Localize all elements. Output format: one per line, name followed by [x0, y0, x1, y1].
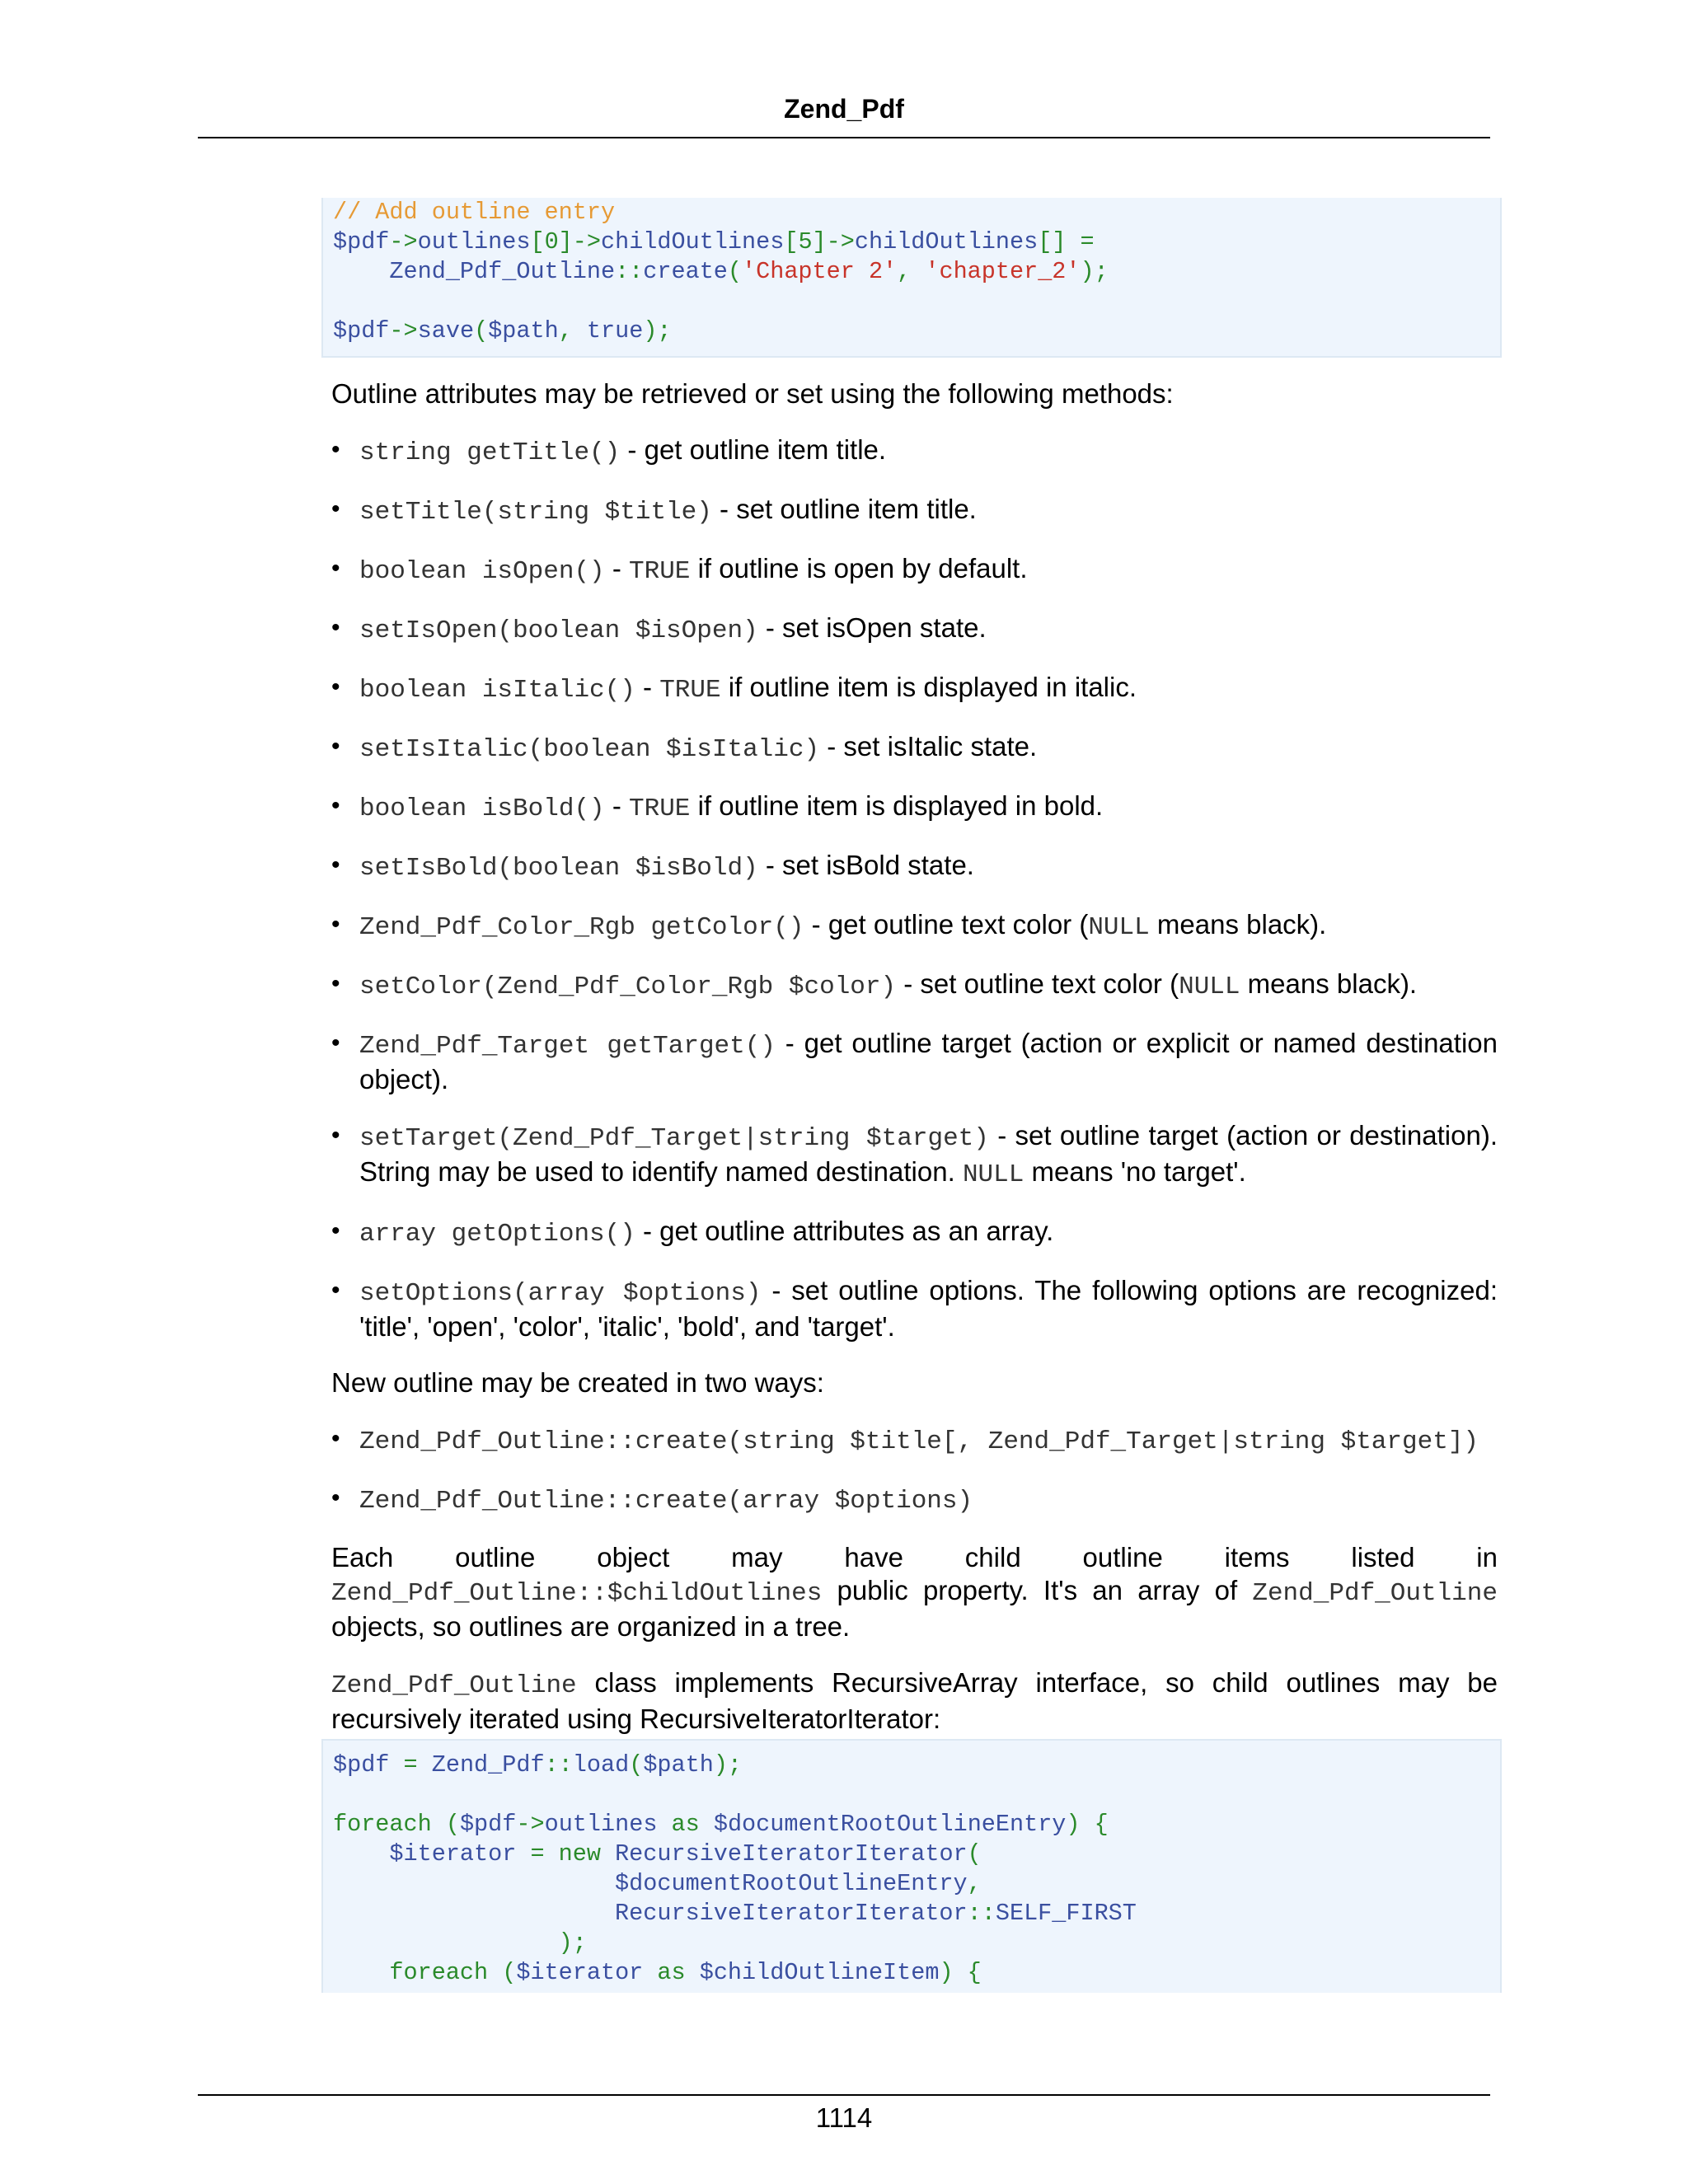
code-token: [333, 288, 347, 315]
code-token: childOutlines: [854, 228, 1039, 255]
code-token: (: [629, 1751, 644, 1779]
list-item: [331, 968, 1498, 1004]
code-token: ::: [544, 1751, 573, 1779]
code-text: Zend_Pdf_Outline::create(string $title[, Zend_Pdf_Target|string $target]): [359, 1427, 1479, 1456]
code-token: create: [643, 258, 728, 285]
footer-rule: [198, 2094, 1490, 2096]
code-token: );: [713, 1751, 743, 1779]
code-token: $pdf: [459, 1811, 517, 1838]
code-text: TRUE: [628, 557, 691, 586]
list-item: [331, 671, 1498, 707]
code-text: Zend_Pdf_Outline: [1252, 1579, 1498, 1608]
list-item: [331, 493, 1498, 529]
method-list: [331, 434, 1498, 1343]
code-token: $path: [643, 1751, 714, 1779]
list-item: [331, 612, 1498, 648]
list-item: [331, 908, 1498, 944]
code-line: [333, 257, 1500, 287]
text-run: - set outline options. The following options are recognized: 'title', 'open', 'color', 'italic', 'bold', and 'target'.: [359, 1275, 1498, 1342]
text-run: - set outline target (action or destination). String may be used to identify named destination.: [359, 1120, 1498, 1187]
code-line: [333, 1958, 1500, 1988]
list-item: [331, 1422, 1498, 1459]
code-text: NULL: [1179, 972, 1240, 1001]
text-run: means 'no target'.: [1024, 1156, 1246, 1187]
code-text: boolean isOpen(): [359, 557, 605, 586]
list-item: [331, 1274, 1498, 1343]
code-token: $iterator: [516, 1959, 644, 1986]
code-block-add-outline: [321, 198, 1502, 358]
list-item: [331, 1215, 1498, 1251]
code-token: save: [417, 317, 475, 344]
code-text: setIsBold(boolean $isBold): [359, 854, 758, 883]
code-token: 'Chapter 2': [742, 258, 898, 285]
code-line: [333, 1840, 1500, 1869]
code-line: [333, 1899, 1500, 1929]
code-token: load: [572, 1751, 630, 1779]
code-token: Zend_Pdf_Outline: [333, 258, 616, 285]
code-token: $childOutlineItem: [699, 1959, 940, 1986]
code-token: $pdf: [333, 228, 390, 255]
code-line: [333, 1750, 1500, 1780]
code-token: $pdf: [333, 317, 390, 344]
code-text: array getOptions(): [359, 1220, 635, 1249]
code-token: (: [967, 1840, 982, 1868]
code-token: // Add outline entry: [333, 199, 616, 226]
code-text: Zend_Pdf_Outline::$childOutlines: [331, 1579, 823, 1608]
code-text: NULL: [1088, 913, 1150, 942]
code-text: NULL: [962, 1160, 1025, 1189]
code-block-iterate-outlines: [321, 1739, 1502, 1993]
header-rule: [198, 137, 1490, 138]
list-item: [331, 434, 1498, 470]
code-token: =: [516, 1840, 559, 1868]
text-run: -: [604, 790, 629, 821]
list-item: [331, 1482, 1498, 1518]
code-token: outlines: [417, 228, 531, 255]
intro-paragraph: Outline attributes may be retrieved or set using the following methods:: [331, 378, 1174, 409]
text-run: means black).: [1149, 909, 1327, 940]
text-run: - set isBold state.: [757, 850, 974, 880]
code-token: RecursiveIteratorIterator: [615, 1840, 968, 1868]
code-token: [0]: [530, 228, 573, 255]
text-run: - get outline text color (: [804, 909, 1089, 940]
code-text: TRUE: [628, 794, 691, 823]
code-token: (: [488, 1959, 517, 1986]
code-token: true: [586, 317, 644, 344]
text-run: objects, so outlines are organized in a tree.: [331, 1611, 851, 1642]
code-token: ) {: [1066, 1811, 1109, 1838]
code-token: =: [389, 1751, 432, 1779]
code-token: ,: [558, 317, 587, 344]
text-run: - set isItalic state.: [819, 731, 1038, 762]
code-line: [333, 227, 1500, 257]
code-token: foreach: [333, 1959, 489, 1986]
code-token: ::: [967, 1900, 996, 1927]
code-text: boolean isBold(): [359, 794, 605, 823]
recursive-array-paragraph: [331, 1666, 1498, 1736]
code-token: ,: [967, 1870, 982, 1897]
code-line: [333, 287, 1500, 316]
code-text: setTarget(Zend_Pdf_Target|string $target): [359, 1124, 989, 1153]
text-run: if outline item is displayed in bold.: [690, 790, 1104, 821]
code-token: (: [727, 258, 743, 285]
code-token: ->: [572, 228, 601, 255]
code-text: setTitle(string $title): [359, 498, 712, 527]
code-token: Zend_Pdf: [431, 1751, 545, 1779]
code-line: [333, 316, 1500, 346]
code-token: $iterator: [333, 1840, 517, 1868]
code-line: [333, 1780, 1500, 1810]
list-item: [331, 1027, 1498, 1096]
code-line: [333, 198, 1500, 227]
page-number: 1114: [815, 2102, 873, 2133]
create-ways-list: [331, 1422, 1498, 1518]
text-run: Each outline object may have child outline items listed in: [331, 1542, 1498, 1572]
code-text: boolean isItalic(): [359, 676, 635, 705]
page-content: [331, 377, 1498, 1759]
text-run: -: [635, 672, 660, 702]
code-text: Zend_Pdf_Outline: [331, 1671, 577, 1700]
code-text: setIsItalic(boolean $isItalic): [359, 735, 820, 764]
code-token: as: [643, 1959, 700, 1986]
code-text: Zend_Pdf_Target getTarget(): [359, 1032, 776, 1061]
code-token: ->: [389, 228, 418, 255]
code-token: SELF_FIRST: [995, 1900, 1137, 1927]
text-run: if outline is open by default.: [690, 553, 1028, 583]
code-token: as: [657, 1811, 714, 1838]
code-token: $documentRootOutlineEntry: [713, 1811, 1067, 1838]
code-token: ) {: [939, 1959, 982, 1986]
code-token: ->: [826, 228, 855, 255]
code-token: (: [474, 317, 489, 344]
text-run: - set isOpen state.: [757, 612, 987, 643]
code-token: );: [1080, 258, 1109, 285]
child-outlines-paragraph: [331, 1541, 1498, 1643]
code-token: new: [558, 1840, 616, 1868]
code-token: [] =: [1038, 228, 1095, 255]
code-token: [333, 1781, 347, 1808]
code-token: childOutlines: [601, 228, 785, 255]
text-run: - set outline text color (: [896, 968, 1179, 999]
code-text: setOptions(array $options): [359, 1279, 762, 1308]
text-run: - set outline item title.: [711, 494, 977, 524]
code-text: TRUE: [659, 676, 721, 705]
text-run: - get outline item title.: [620, 434, 887, 465]
text-run: - get outline target (action or explicit or named destination object).: [359, 1028, 1498, 1094]
text-run: -: [604, 553, 629, 583]
code-token: ->: [389, 317, 418, 344]
code-line: [333, 1869, 1500, 1899]
code-token: (: [431, 1811, 460, 1838]
code-token: 'chapter_2': [925, 258, 1081, 285]
list-item: [331, 730, 1498, 766]
list-item: [331, 849, 1498, 885]
code-token: ->: [516, 1811, 545, 1838]
text-run: class implements RecursiveArray interface, so child outlines may be recursively iterated using RecursiveIteratorIterator:: [331, 1667, 1498, 1734]
code-line: [333, 1810, 1500, 1840]
code-text: setIsOpen(boolean $isOpen): [359, 616, 758, 645]
text-run: if outline item is displayed in italic.: [720, 672, 1137, 702]
code-text: setColor(Zend_Pdf_Color_Rgb $color): [359, 972, 897, 1001]
code-token: foreach: [333, 1811, 432, 1838]
list-item: [331, 790, 1498, 826]
code-text: Zend_Pdf_Color_Rgb getColor(): [359, 913, 804, 942]
code-token: );: [643, 317, 672, 344]
code-token: ::: [615, 258, 644, 285]
code-token: );: [333, 1929, 587, 1957]
page-header-title: Zend_Pdf: [784, 94, 904, 124]
text-run: public property. It's an array of: [822, 1575, 1253, 1605]
text-run: means black).: [1240, 968, 1418, 999]
code-token: outlines: [544, 1811, 658, 1838]
code-token: $pdf: [333, 1751, 390, 1779]
text-run: - get outline attributes as an array.: [635, 1216, 1054, 1246]
code-token: ,: [897, 258, 926, 285]
code-token: $path: [488, 317, 559, 344]
code-token: [5]: [784, 228, 827, 255]
list-item: [331, 552, 1498, 588]
code-text: Zend_Pdf_Outline::create(array $options): [359, 1487, 973, 1516]
code-token: RecursiveIteratorIterator: [333, 1900, 968, 1927]
code-text: string getTitle(): [359, 438, 621, 467]
code-token: $documentRootOutlineEntry: [333, 1870, 968, 1897]
create-intro-paragraph: New outline may be created in two ways:: [331, 1367, 824, 1398]
list-item: [331, 1119, 1498, 1192]
code-line: [333, 1929, 1500, 1958]
